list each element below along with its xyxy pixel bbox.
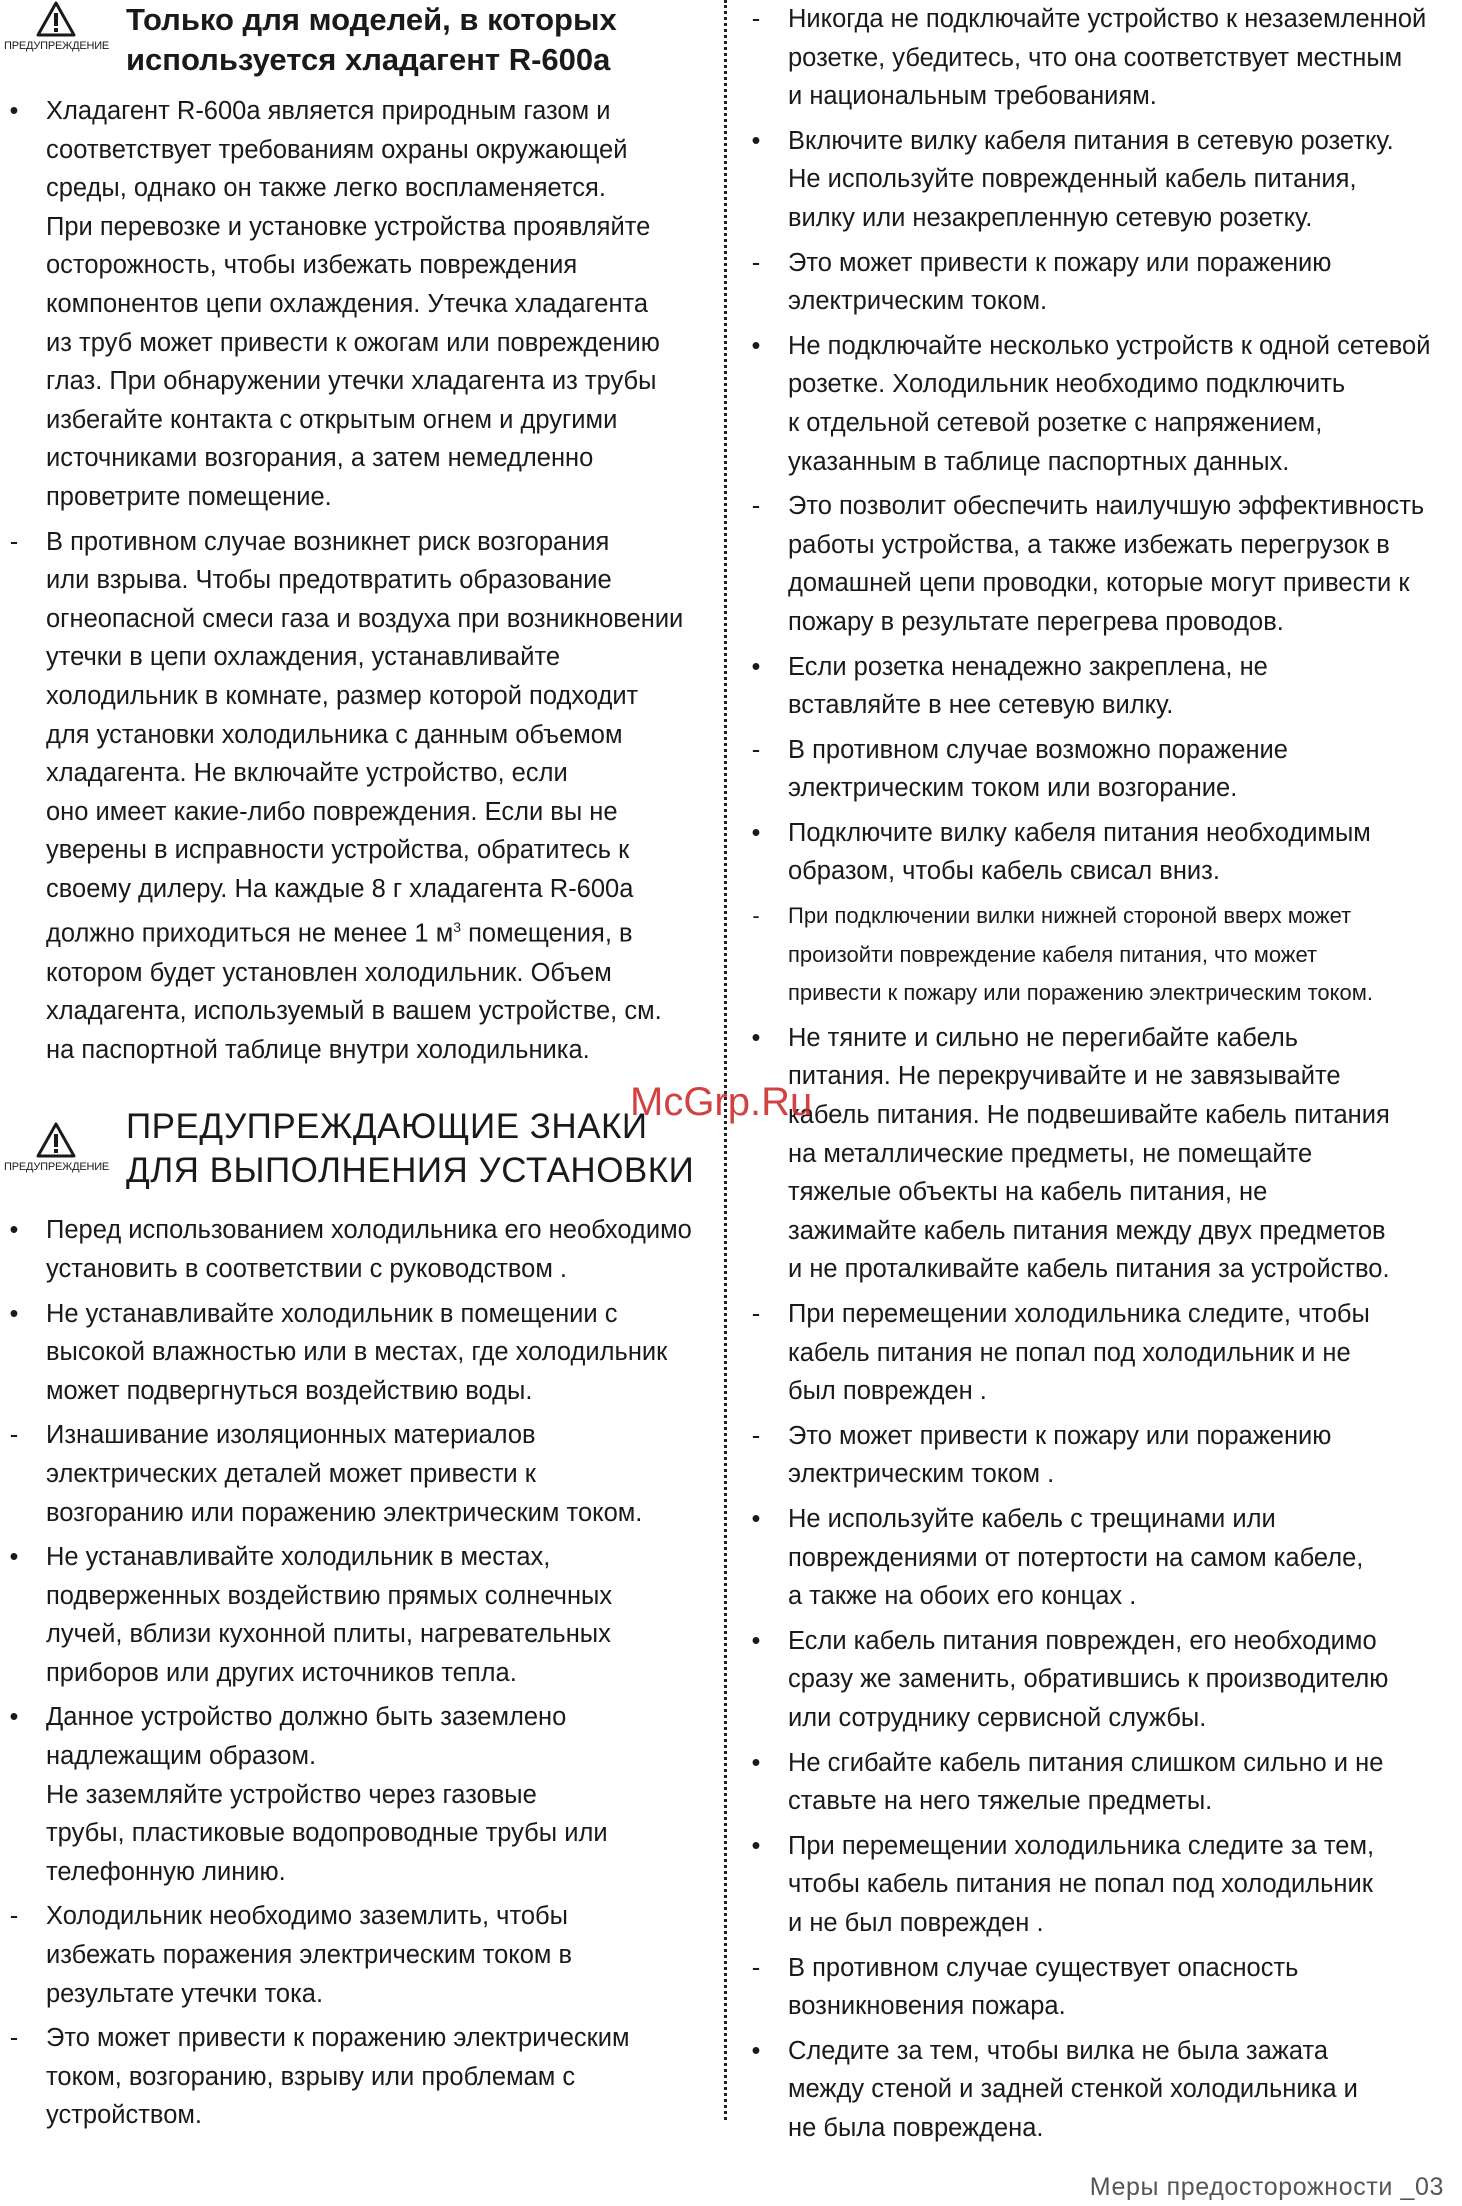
item-text: Это позволит обеспечить наилучшую эффективность работы устройства, а также избежать перегрузок в домашней цепи проводки, которые могут привести к пожару в результате перегрева проводов. bbox=[788, 492, 1425, 636]
list-item bbox=[742, 487, 1462, 641]
list-item bbox=[0, 1416, 712, 1532]
dash-marker: - bbox=[9, 2024, 19, 2053]
list-item bbox=[742, 1827, 1462, 1943]
list-item bbox=[742, 1744, 1462, 1821]
list-item bbox=[742, 122, 1462, 238]
item-text: Если кабель питания поврежден, его необходимо сразу же заменить, обратившись к производителю или сотруднику сервисной службы. bbox=[788, 1626, 1389, 1732]
list-item bbox=[742, 648, 1462, 725]
bullet-marker: • bbox=[9, 1216, 19, 1245]
list-item bbox=[742, 1500, 1462, 1616]
dash-marker: - bbox=[9, 527, 19, 556]
list-item bbox=[742, 244, 1462, 321]
item-text: Это может привести к пожару или поражению электрическим током . bbox=[788, 1421, 1332, 1489]
item-text: Данное устройство должно быть заземлено надлежащим образом. Не заземляйте устройство через газовые трубы, пластиковые водопроводные трубы или телефонную линию. bbox=[46, 1703, 608, 1886]
bullet-marker: • bbox=[751, 1831, 761, 1860]
list-item bbox=[0, 1295, 712, 1411]
warning-triangle-icon bbox=[35, 1121, 77, 1159]
list-item bbox=[0, 1897, 712, 2013]
item-text: Никогда не подключайте устройство к незаземленной розетке, убедитесь, что она соответствует местным и национальным требованиям. bbox=[788, 5, 1427, 111]
dash-marker: - bbox=[752, 903, 760, 929]
list-item bbox=[742, 814, 1462, 891]
list-item bbox=[742, 327, 1462, 481]
dash-marker: - bbox=[9, 1421, 19, 1450]
dash-marker: - bbox=[9, 1902, 19, 1931]
item-text: Перед использованием холодильника его необходимо установить в соответствии с руководством . bbox=[46, 1216, 692, 1283]
column-divider bbox=[724, 0, 727, 2120]
r600a-list bbox=[0, 92, 712, 1069]
bullet-marker: • bbox=[9, 1299, 19, 1328]
list-item bbox=[742, 1295, 1462, 1411]
item-text: Не сгибайте кабель питания слишком сильно и не ставьте на него тяжелые предметы. bbox=[788, 1748, 1384, 1816]
installation-warning-header bbox=[4, 1099, 712, 1205]
item-text: Это может привести к пожару или поражению электрическим током. bbox=[788, 248, 1332, 316]
item-text: Если розетка ненадежно закреплена, не вставляйте в нее сетевую вилку. bbox=[788, 652, 1268, 720]
bullet-marker: • bbox=[9, 1703, 19, 1732]
item-text: Подключите вилку кабеля питания необходимым образом, чтобы кабель свисал вниз. bbox=[788, 818, 1371, 886]
dash-marker: - bbox=[751, 735, 761, 764]
list-item bbox=[742, 1622, 1462, 1738]
dash-marker: - bbox=[751, 5, 761, 33]
item-text: Не подключайте несколько устройств к одной сетевой розетке. Холодильник необходимо подключить к отдельной сетевой розетке с напряжением, указанным в таблице паспортных данных. bbox=[788, 331, 1431, 476]
dash-marker: - bbox=[751, 1300, 761, 1328]
power-cable-list bbox=[742, 0, 1462, 2147]
item-text: Включите вилку кабеля питания в сетевую розетку. Не используйте поврежденный кабель питания, вилку или незакрепленную сетевую розетку. bbox=[788, 126, 1394, 232]
list-item bbox=[742, 731, 1462, 808]
warning-triangle-icon bbox=[35, 0, 77, 38]
list-item bbox=[742, 0, 1462, 116]
bullet-marker: • bbox=[9, 97, 19, 125]
bullet-marker: • bbox=[751, 1023, 761, 1052]
dash-marker: - bbox=[751, 1953, 761, 1982]
item-text: При подключении вилки нижней стороной вверх может произойти повреждение кабеля питания, что может привести к пожару или поражению электрическим током. bbox=[788, 903, 1373, 1006]
left-column bbox=[0, 0, 712, 2141]
list-item bbox=[742, 2032, 1462, 2148]
r600a-warning-header bbox=[4, 0, 712, 78]
section-title: ПРЕДУПРЕЖДАЮЩИЕ ЗНАКИ ДЛЯ ВЫПОЛНЕНИЯ УСТАНОВКИ bbox=[126, 1107, 695, 1191]
list-item bbox=[742, 897, 1462, 1013]
bullet-marker: • bbox=[751, 126, 761, 155]
item-text: Не устанавливайте холодильник в местах, подверженных воздействию прямых солнечных лучей, вблизи кухонной плиты, нагревательных приборов или других источников тепла. bbox=[46, 1543, 613, 1687]
bullet-marker: • bbox=[9, 1543, 19, 1572]
item-text: Не используйте кабель с трещинами или повреждениями от потертости на самом кабеле, а также на обоих его концах . bbox=[788, 1504, 1364, 1611]
dash-marker: - bbox=[751, 248, 761, 277]
right-column bbox=[742, 0, 1462, 2153]
warning-caption: ПРЕДУПРЕЖДЕНИЕ bbox=[4, 40, 110, 52]
warning-caption: ПРЕДУПРЕЖДЕНИЕ bbox=[4, 1161, 110, 1174]
item-text: В противном случае существует опасность возникновения пожара. bbox=[788, 1953, 1299, 2021]
item-text: Не устанавливайте холодильник в помещении с высокой влажностью или в местах, где холодильник может подвергнуться воздействию воды. bbox=[46, 1299, 668, 1405]
item-text: Это может привести к поражению электрическим током, возгоранию, взрыву или проблемам с устройством. bbox=[46, 2024, 630, 2130]
list-item bbox=[0, 523, 712, 1070]
site-watermark: McGrp.Ru bbox=[630, 1080, 813, 1124]
list-item bbox=[0, 1698, 712, 1891]
item-text: В противном случае возможно поражение электрическим током или возгорание. bbox=[788, 735, 1288, 803]
dash-marker: - bbox=[751, 492, 761, 521]
section-title: Только для моделей, в которых используется хладагент R-600a bbox=[126, 2, 617, 77]
list-item bbox=[0, 2019, 712, 2135]
warning-badge bbox=[4, 1121, 108, 1173]
bullet-marker: • bbox=[751, 331, 761, 360]
bullet-marker: • bbox=[751, 652, 761, 681]
item-text: Хладагент R-600a является природным газом и соответствует требованиям охраны окружающей среды, однако он также легко воспламеняется. При перевозке и установке устройства проявляйте осторожность, чтобы избежать повреждения компонентов цепи охлаждения. Утечка хладагента из труб может привести к ожогам или повреждению глаз. При обнаружении утечки хладагента из трубы избегайте контакта с открытым огнем и другими источниками возгорания, а затем немедленно проветрите помещение. bbox=[46, 97, 660, 511]
item-text: Холодильник необходимо заземлить, чтобы избежать поражения электрическим током в результате утечки тока. bbox=[46, 1902, 573, 2008]
page-footer: Меры предосторожности _03 bbox=[1089, 2173, 1444, 2201]
bullet-marker: • bbox=[751, 818, 761, 847]
list-item bbox=[742, 1417, 1462, 1494]
list-item bbox=[0, 1538, 712, 1692]
list-item bbox=[0, 1211, 712, 1288]
item-text: Не тяните и сильно не перегибайте кабель питания. Не перекручивайте и не завязывайте кабель питания. Не подвешивайте кабель питания на металлические предметы, не помещайте тяжелые объекты на кабель питания, не зажимайте кабель питания между двух предметов и не проталкивайте кабель питания за устройство. bbox=[788, 1023, 1390, 1284]
bullet-marker: • bbox=[751, 1626, 761, 1655]
item-text: При перемещении холодильника следите за тем, чтобы кабель питания не попал под холодильник и не был поврежден . bbox=[788, 1831, 1375, 1937]
item-text: Изнашивание изоляционных материалов электрических деталей может привести к возгоранию или поражению электрическим током. bbox=[46, 1421, 643, 1527]
item-text: помещения, в котором будет установлен холодильник. Объем хладагента, используемый в вашем устройстве, см. на паспортной таблице внутри холодильника. bbox=[46, 919, 662, 1064]
item-text: В противном случае возникнет риск возгорания или взрыва. Чтобы предотвратить образование огнеопасной смеси газа и воздуха при возникновении утечки в цепи охлаждения, устанавливайте холодильник в комнате, размер которой подходит для установки холодильника с данным объемом хладагента. Не включайте устройство, если оно имеет какие-либо повреждения. Если вы не уверены в исправности устройства, обратитесь к своему дилеру. На каждые 8 г хладагента R-600a должно приходиться не менее 1 м bbox=[46, 527, 684, 948]
installation-list bbox=[0, 1211, 712, 2135]
list-item bbox=[742, 1949, 1462, 2026]
superscript: 3 bbox=[453, 919, 462, 936]
item-text: При перемещении холодильника следите, чтобы кабель питания не попал под холодильник и не был поврежден . bbox=[788, 1300, 1370, 1406]
bullet-marker: • bbox=[751, 1748, 761, 1777]
bullet-marker: • bbox=[751, 1504, 761, 1533]
bullet-marker: • bbox=[751, 2036, 761, 2065]
list-item bbox=[742, 1019, 1462, 1289]
item-text: Следите за тем, чтобы вилка не была зажата между стеной и задней стенкой холодильника и не была повреждена. bbox=[788, 2036, 1358, 2142]
dash-marker: - bbox=[751, 1421, 761, 1450]
list-item bbox=[0, 92, 712, 517]
warning-badge bbox=[4, 0, 108, 52]
